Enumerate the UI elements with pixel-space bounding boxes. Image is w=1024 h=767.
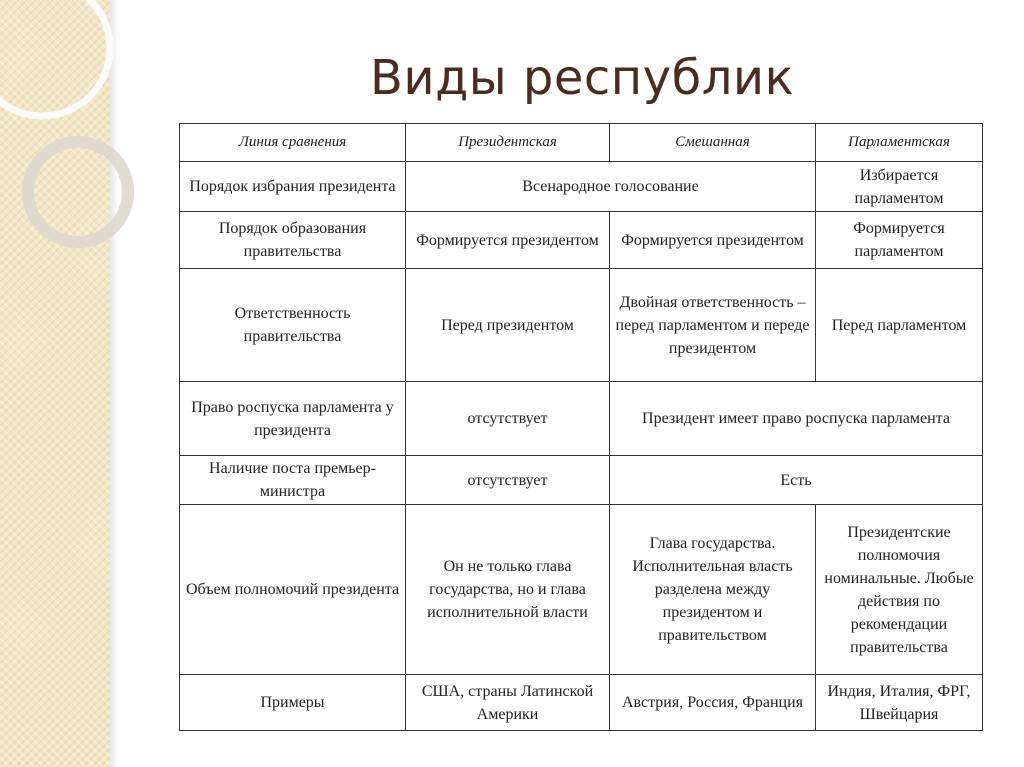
cell-presidential: отсутствует <box>406 456 610 505</box>
cell-presidential: отсутствует <box>406 382 610 456</box>
cell-parliamentary: Формируется парламентом <box>816 212 983 269</box>
merged-cell: Президент имеет право роспуска парламента <box>610 382 983 456</box>
row-label: Право роспуска парламента у президента <box>180 382 406 456</box>
row-label: Ответственность правительства <box>180 269 406 382</box>
row-label: Примеры <box>180 675 406 731</box>
table-row <box>180 675 983 731</box>
cell-presidential: Формируется президентом <box>406 212 610 269</box>
row-label: Объем полномочий президента <box>180 505 406 675</box>
cell-parliamentary: Индия, Италия, ФРГ, Швейцария <box>816 675 983 731</box>
table-row <box>180 505 983 675</box>
header-mixed: Смешанная <box>610 124 816 162</box>
table-row <box>180 212 983 269</box>
cell-presidential: Перед президентом <box>406 269 610 382</box>
comparison-table <box>179 123 983 731</box>
merged-cell: Есть <box>610 456 983 505</box>
cell-parliamentary: Перед парламентом <box>816 269 983 382</box>
merged-cell: Всенародное голосование <box>406 162 816 212</box>
decorative-rings <box>0 0 200 320</box>
table-row <box>180 382 983 456</box>
cell-mixed: Двойная ответственность – перед парламентом и переде президентом <box>610 269 816 382</box>
table-row <box>180 162 983 212</box>
row-label: Порядок избрания президента <box>180 162 406 212</box>
table-row <box>180 269 983 382</box>
header-parliamentary: Парламентская <box>816 124 983 162</box>
cell-parliamentary: Избирается парламентом <box>816 162 983 212</box>
cell-mixed: Формируется президентом <box>610 212 816 269</box>
header-row <box>180 124 983 162</box>
row-label: Наличие поста премьер-министра <box>180 456 406 505</box>
row-label: Порядок образования правительства <box>180 212 406 269</box>
header-comparison-line: Линия сравнения <box>180 124 406 162</box>
cell-parliamentary: Президентские полномочия номинальные. Любые действия по рекомендации правительства <box>816 505 983 675</box>
cell-presidential: США, страны Латинской Америки <box>406 675 610 731</box>
table-row <box>180 456 983 505</box>
cell-mixed: Австрия, Россия, Франция <box>610 675 816 731</box>
header-presidential: Президентская <box>406 124 610 162</box>
page-title: Виды республик <box>369 50 795 106</box>
cell-mixed: Глава государства. Исполнительная власть разделена между президентом и правительством <box>610 505 816 675</box>
cell-presidential: Он не только глава государства, но и глава исполнительной власти <box>406 505 610 675</box>
